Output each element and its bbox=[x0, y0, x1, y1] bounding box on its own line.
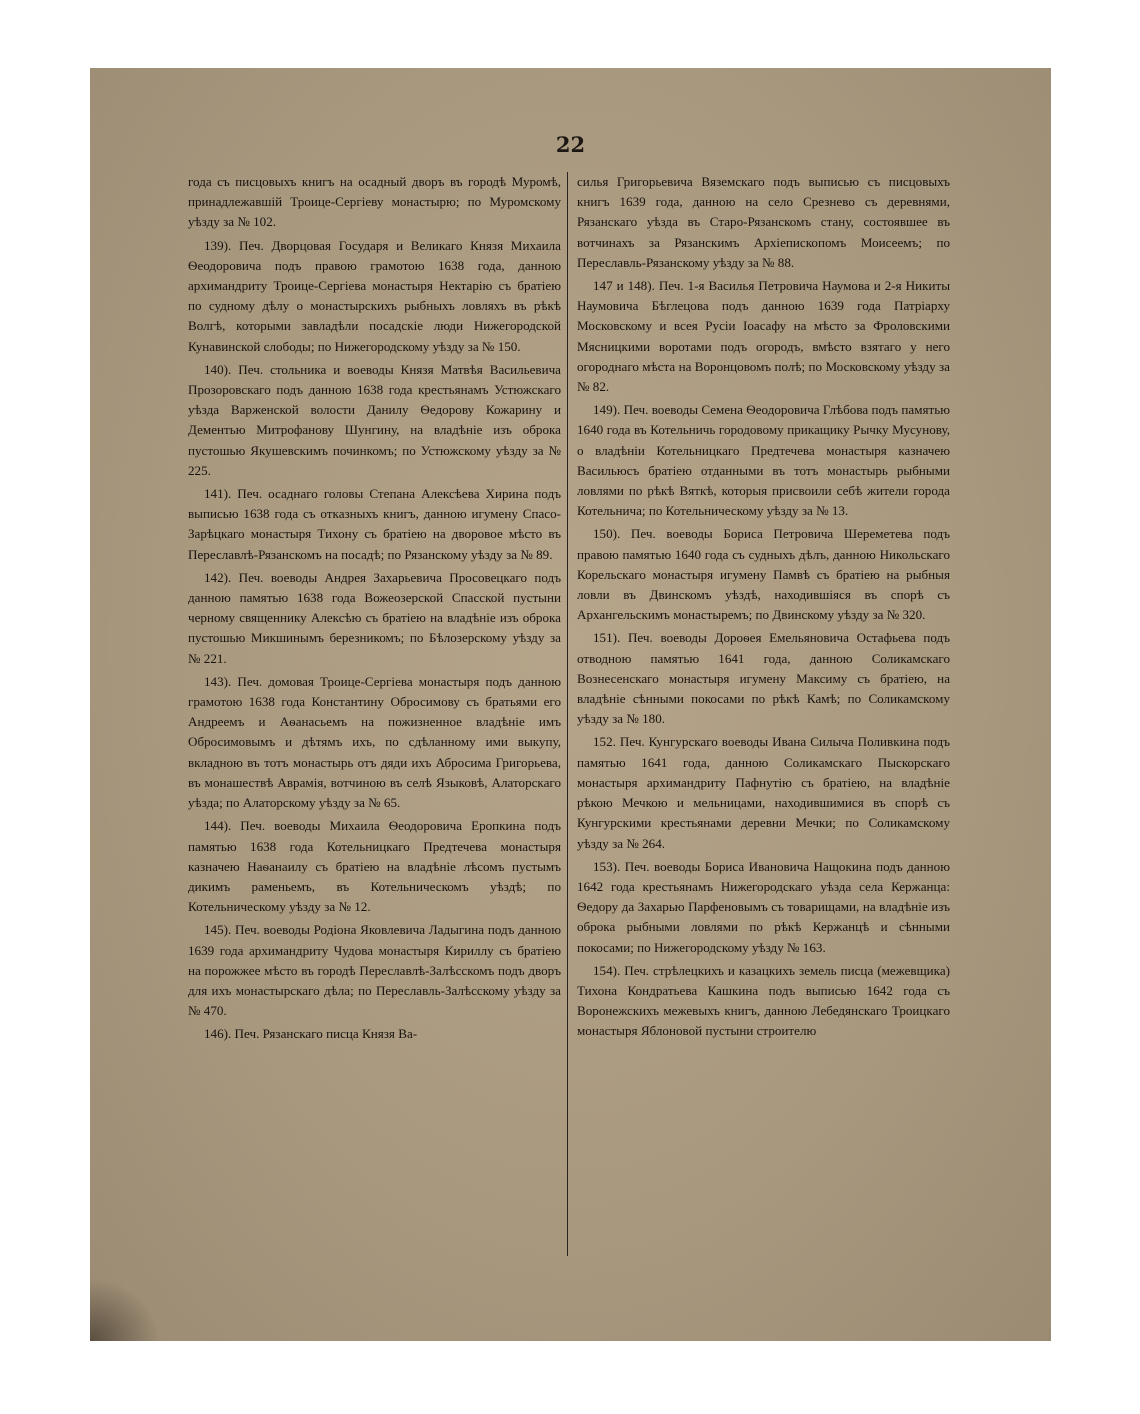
paragraph: 146). Печ. Рязанскаго писца Князя Ва- bbox=[204, 1026, 418, 1042]
paragraph: 153). Печ. воеводы Бориса Ивановича Нащокина подъ данною 1642 года крестьянамъ Нижегородскаго уѣзда села Кержанца: Ѳедору да Захарью Парфеновымъ съ товарищами, на владѣніе изъ оброка рыбными ловлями по рѣкѣ Кержанцѣ и сѣнными покосами; по Нижегородскому уѣзду № 163. bbox=[577, 858, 950, 955]
paragraph: 144). Печ. воеводы Михаила Ѳеодоровича Еропкина подъ памятью 1638 года Котельницкаго Предтечева монастыря казначею Наѳанаилу съ братіею на владѣніе лѣсомъ пустымъ дикимъ раменьемъ, въ Котельническомъ уѣздѣ; по Котельническому уѣзду за № 12. bbox=[188, 818, 561, 915]
paragraph: 154). Печ. стрѣлецкихъ и казацкихъ земель писца (межевщика) Тихона Кондратьева Кашкина подъ выписью 1642 года съ Воронежскихъ межевыхъ книгъ, данною Лебедянскаго Троицкаго монастыря Яблоновой пустыни строителю bbox=[577, 962, 950, 1039]
left-column bbox=[188, 172, 561, 1048]
paragraph: 151). Печ. воеводы Дороѳея Емельяновича Остафьева подъ отводною памятью 1641 года, данною Соликамскаго Вознесенскаго монастыря игумену Максиму съ братіею, на владѣніе сѣнными покосами по рѣкѣ Камѣ; по Соликамскому уѣзду за № 180. bbox=[577, 630, 950, 727]
paragraph: 147 и 148). Печ. 1-я Василья Петровича Наумова и 2-я Никиты Наумовича Бѣглецова подъ данною 1639 года Патріарху Московскому и всея Русіи Іоасафу на мѣсто за Фроловскими Мясницкими воротами подъ огородъ, вмѣсто взятаго у него огороднаго мѣста на Воронцовомъ полѣ; по Московскому уѣзду за № 82. bbox=[577, 278, 950, 395]
right-column bbox=[577, 172, 950, 1045]
paragraph: года съ писцовыхъ книгъ на осадный дворъ въ городѣ Муромѣ, принадлежавшій Троице-Сергіеву монастырю; по Муромскому уѣзду за № 102. bbox=[188, 174, 561, 230]
paragraph: 150). Печ. воеводы Бориса Петровича Шереметева подъ правою памятью 1640 года съ судныхъ дѣлъ, данною Никольскаго Корельскаго монастыря игумену Памвѣ съ братіею на рыбныя ловли въ Двинскомъ уѣздѣ, находившіяся въ спорѣ съ Архангельскимъ монастыремъ; по Двинскому уѣзду за № 320. bbox=[577, 526, 950, 623]
paragraph: 139). Печ. Дворцовая Государя и Великаго Князя Михаила Ѳеодоровича подъ правою грамотою 1638 года, данною архимандриту Троице-Сергіева монастыря Нектарію съ братіею по судному дѣлу о монастырскихъ рыбныхъ ловляхъ въ рѣкѣ Волгѣ, которыми завладѣли посадскіе люди Нижегородской Кунавинской слободы; по Нижегородскому уѣзду за № 150. bbox=[188, 237, 561, 354]
page-number: 22 bbox=[555, 132, 586, 157]
paragraph: 142). Печ. воеводы Андрея Захарьевича Просовецкаго подъ данною памятью 1638 года Вожеозерской Спасской пустыни черному священнику Алексѣю съ братіею на владѣніе изъ оброка пустошью Микшинымъ березникомъ; по Бѣлозерскому уѣзду за № 221. bbox=[188, 569, 561, 666]
paragraph: 141). Печ. осаднаго головы Степана Алексѣева Хирина подъ выписью 1638 года съ отказныхъ книгъ, данною игумену Спасо-Зарѣцкаго монастыря Тихону съ братіею на дворовое мѣсто въ Переславлѣ-Рязанскомъ на посадѣ; по Рязанскому уѣзду за № 89. bbox=[188, 486, 561, 562]
column-divider bbox=[567, 172, 568, 1256]
paragraph: 143). Печ. домовая Троице-Сергіева монастыря подъ данною грамотою 1638 года Константину Обросимову съ братьями его Андреемъ и Аѳанасьемъ на пожизненное владѣніе имъ Обросимовымъ и дѣтямъ ихъ, по сдѣланному ими выкупу, вкладною въ тотъ монастырь отъ дяди ихъ Абросима Григорьева, въ монашествѣ Аврамія, вотчиною въ селѣ Языковѣ, Алаторскаго уѣзда; по Алаторскому уѣзду за № 65. bbox=[188, 673, 561, 811]
paragraph: 149). Печ. воеводы Семена Ѳеодоровича Глѣбова подъ памятью 1640 года въ Котельничь городовому прикащику Рычку Мусунову, о владѣніи Котельницкаго Предтечева монастыря казначею Васильюсъ братіею отданными въ тотъ монастырь рыбными ловлями по рѣкѣ Вяткѣ, которыя присвоили себѣ жители города Котельнича; по Котельническому уѣзду за № 13. bbox=[577, 402, 950, 519]
paragraph: силья Григорьевича Вяземскаго подъ выписью съ писцовыхъ книгъ 1639 года, данною на село Срезнево съ деревнями, Рязанскаго уѣзда въ Старо-Рязанскомъ стану, состоявшее въ вотчинахъ за Рязанскимъ Архіепископомъ Моисеемъ; по Переславль-Рязанскому уѣзду за № 88. bbox=[577, 174, 950, 270]
paragraph: 140). Печ. стольника и воеводы Князя Матвѣя Васильевича Прозоровскаго подъ данною 1638 года крестьянамъ Устюжскаго уѣзда Варженской волости Данилу Ѳедорову Кожарину и Дементью Митрофанову Шунгину, на владѣніе изъ оброка пустошью Якушевскимъ починкомъ; по Устюжскому уѣзду за № 225. bbox=[188, 361, 561, 478]
scan-shadow bbox=[90, 1278, 160, 1341]
paragraph: 145). Печ. воеводы Родіона Яковлевича Ладыгина подъ данною 1639 года архимандриту Чудова монастыря Кириллу съ братіею на порожжее мѣсто въ городѣ Переславлѣ-Залѣсскомъ подъ дворъ для ихъ монастырскаго дѣла; по Переславль-Залѣсскому уѣзду за № 470. bbox=[188, 922, 561, 1019]
scanned-page bbox=[90, 68, 1051, 1341]
paragraph: 152. Печ. Кунгурскаго воеводы Ивана Силыча Поливкина подъ памятью 1641 года, данною Соликамскаго Пыскорскаго монастыря архимандриту Пафнутію съ братіею, на владѣніе рѣкою Мечкою и мельницами, находившимися въ спорѣ съ Кунгурскими крестьянами деревни Мечки; по Соликамскому уѣзду за № 264. bbox=[577, 734, 950, 851]
